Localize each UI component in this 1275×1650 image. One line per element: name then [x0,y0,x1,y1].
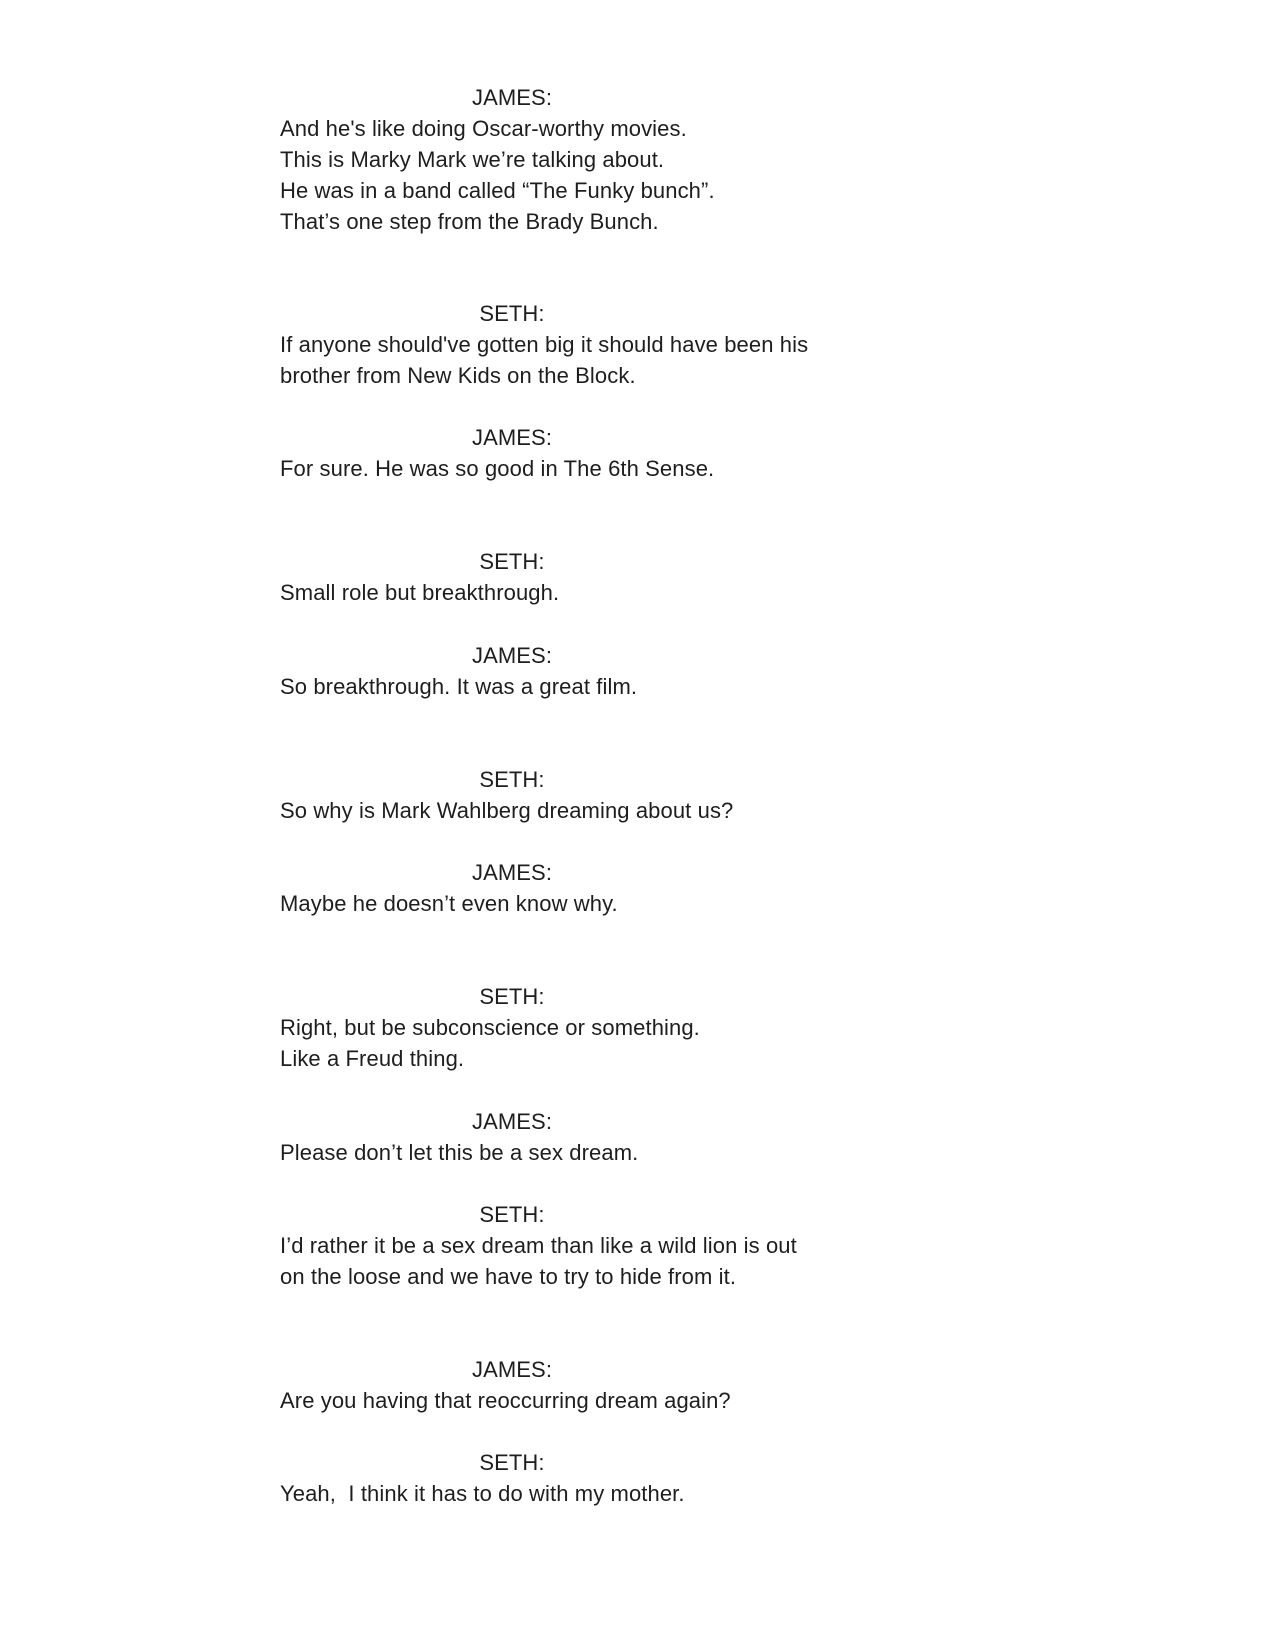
dialogue-block [280,1447,880,1509]
speaker-name: JAMES: [471,643,553,668]
speaker-name: SETH: [479,984,545,1009]
dialogue-line: I’d rather it be a sex dream than like a wild lion is out [280,1233,797,1258]
dialogue-block [280,298,880,391]
dialogue-line: on the loose and we have to try to hide from it. [280,1264,737,1289]
dialogue-line: If anyone should've gotten big it should have been his [280,332,809,357]
dialogue-line: So why is Mark Wahlberg dreaming about us? [280,798,734,823]
dialogue-line: He was in a band called “The Funky bunch”. [280,178,715,203]
dialogue-block [280,422,880,484]
dialogue-block [280,1354,880,1416]
dialogue-line: That’s one step from the Brady Bunch. [280,209,659,234]
dialogue-line: Like a Freud thing. [280,1046,465,1071]
dialogue-line: Are you having that reoccurring dream again? [280,1388,731,1413]
dialogue-line: brother from New Kids on the Block. [280,363,636,388]
dialogue-block [280,764,880,826]
speaker-name: SETH: [479,1450,545,1475]
dialogue-block [280,1199,880,1292]
speaker-name: JAMES: [471,425,553,450]
speaker-name: JAMES: [471,1357,553,1382]
dialogue-line: Please don’t let this be a sex dream. [280,1140,639,1165]
speaker-name: SETH: [479,549,545,574]
dialogue-line: So breakthrough. It was a great film. [280,674,638,699]
speaker-name: SETH: [479,1202,545,1227]
dialogue-line: Small role but breakthrough. [280,580,560,605]
speaker-name: JAMES: [471,1109,553,1134]
dialogue-block [280,82,880,237]
dialogue-block [280,1106,880,1168]
dialogue-line: For sure. He was so good in The 6th Sense. [280,456,715,481]
dialogue-line: Maybe he doesn’t even know why. [280,891,618,916]
dialogue-line: And he's like doing Oscar-worthy movies. [280,116,687,141]
dialogue-line: Yeah, I think it has to do with my mother. [280,1481,685,1506]
dialogue-block [280,981,880,1074]
speaker-name: SETH: [479,301,545,326]
speaker-name: JAMES: [471,860,553,885]
speaker-name: JAMES: [471,85,553,110]
dialogue-line: Right, but be subconscience or something. [280,1015,700,1040]
dialogue-line: This is Marky Mark we’re talking about. [280,147,665,172]
dialogue-block [280,546,880,608]
dialogue-block [280,857,880,919]
speaker-name: SETH: [479,767,545,792]
dialogue-block [280,640,880,702]
